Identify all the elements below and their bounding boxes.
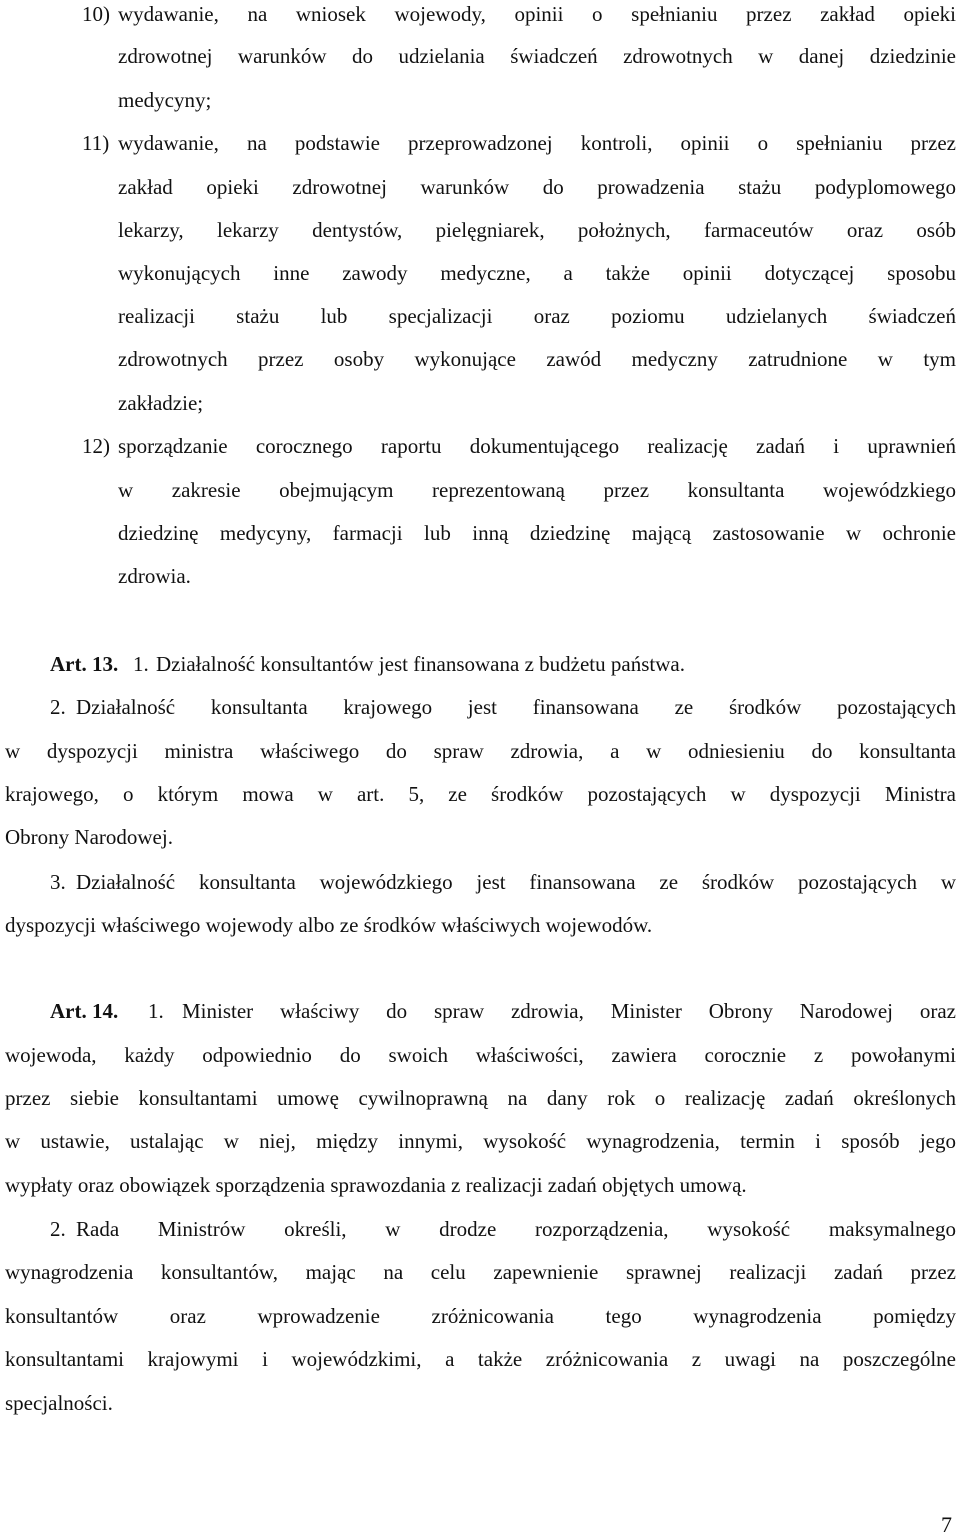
text-line: w zakresie obejmującym reprezentowaną przez konsultanta wojewódzkiego (118, 478, 956, 502)
text-line: krajowego, o którym mowa w art. 5, ze środków pozostających w dyspozycji Ministra (5, 782, 956, 806)
article-heading: Art. 13. (50, 652, 119, 676)
paragraph-number: 2. (50, 1217, 66, 1241)
text-line: wydawanie, na wniosek wojewody, opinii o spełnianiu przez zakład opieki (118, 2, 956, 26)
text-line: Działalność konsultanta wojewódzkiego jest finansowana ze środków pozostających w (76, 870, 956, 894)
text-line: wypłaty oraz obowiązek sporządzenia sprawozdania z realizacji zadań objętych umową. (5, 1173, 747, 1197)
text-line: lekarzy, lekarzy dentystów, pielęgniarek, położnych, farmaceutów oraz osób (118, 218, 956, 242)
text-line: specjalności. (5, 1391, 113, 1415)
text-line: dyspozycji właściwego wojewody albo ze środków właściwych wojewodów. (5, 913, 653, 937)
text-line: Minister właściwy do spraw zdrowia, Minister Obrony Narodowej oraz (182, 999, 956, 1023)
text-line: Działalność konsultanta krajowego jest finansowana ze środków pozostających (76, 695, 956, 719)
text-line: wojewoda, każdy odpowiednio do swoich właściwości, zawiera corocznie z powołanymi (5, 1043, 956, 1067)
text-line: dziedzinę medycyny, farmacji lub inną dziedzinę mającą zastosowanie w ochronie (118, 521, 956, 545)
text-line: zakładzie; (118, 391, 204, 415)
text-line: medycyny; (118, 88, 212, 112)
text-line: zdrowotnych przez osoby wykonujące zawód medyczny zatrudnione w tym (118, 347, 956, 371)
text-line: Obrony Narodowej. (5, 825, 173, 849)
paragraph-number: 1. (148, 999, 164, 1023)
text-line: wydawanie, na podstawie przeprowadzonej kontroli, opinii o spełnianiu przez (118, 131, 956, 155)
list-number: 11) (82, 131, 110, 155)
text-line: konsultantami krajowymi i wojewódzkimi, a także zróżnicowania z uwagi na poszczególne (5, 1347, 956, 1371)
article-heading: Art. 14. (50, 999, 119, 1023)
text-line: realizacji stażu lub specjalizacji oraz poziomu udzielanych świadczeń (118, 304, 956, 328)
text-line: zdrowia. (118, 564, 191, 588)
text-line: konsultantów oraz wprowadzenie zróżnicowania tego wynagrodzenia pomiędzy (5, 1304, 956, 1328)
paragraph-number: 1. (133, 652, 149, 676)
text-line: wykonujących inne zawody medyczne, a także opinii dotyczącej sposobu (118, 261, 956, 285)
text-line: w dyspozycji ministra właściwego do spraw zdrowia, a w odniesieniu do konsultanta (5, 739, 956, 763)
text-line: przez siebie konsultantami umowę cywilnoprawną na dany rok o realizację zadań określonych (5, 1086, 956, 1110)
text-line: zakład opieki zdrowotnej warunków do prowadzenia stażu podyplomowego (118, 175, 956, 199)
list-number: 10) (82, 2, 110, 26)
text-line: sporządzanie corocznego raportu dokumentującego realizację zadań i uprawnień (118, 434, 956, 458)
text-line: w ustawie, ustalając w niej, między innymi, wysokość wynagrodzenia, termin i sposób jego (5, 1129, 956, 1153)
text-line: zdrowotnej warunków do udzielania świadczeń zdrowotnych w danej dziedzinie (118, 44, 956, 68)
text-line: Działalność konsultantów jest finansowana z budżetu państwa. (156, 652, 685, 676)
paragraph-number: 2. (50, 695, 66, 719)
paragraph-number: 3. (50, 870, 66, 894)
text-line: Rada Ministrów określi, w drodze rozporządzenia, wysokość maksymalnego (76, 1217, 956, 1241)
text-line: wynagrodzenia konsultantów, mając na celu zapewnienie sprawnej realizacji zadań przez (5, 1260, 956, 1284)
list-number: 12) (82, 434, 110, 458)
page-number: 7 (941, 1512, 952, 1537)
